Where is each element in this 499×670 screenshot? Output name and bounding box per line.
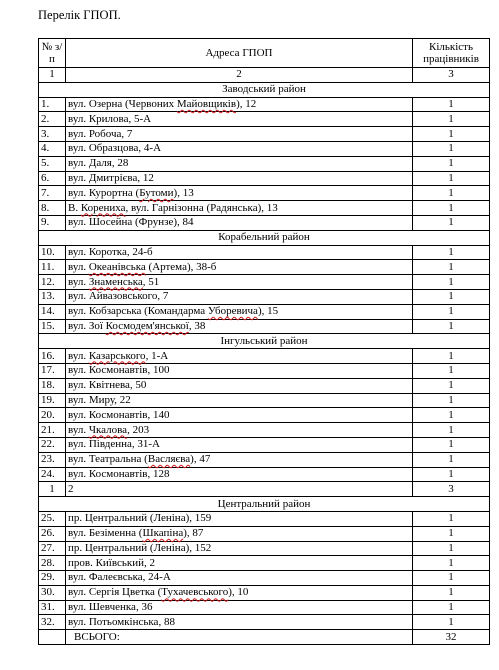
- row-number: 5.: [39, 156, 66, 171]
- row-count: 1: [413, 141, 490, 156]
- row-address: [66, 289, 413, 304]
- table-header-row: [39, 39, 490, 68]
- address-fragment-misspelled: Тухачевського: [161, 586, 229, 599]
- row-count: 1: [413, 541, 490, 556]
- row-number: 24.: [39, 467, 66, 482]
- row-count: 1: [413, 467, 490, 482]
- address-fragment: вул. Зої: [68, 319, 106, 332]
- row-number: 21.: [39, 423, 66, 438]
- row-number: 18.: [39, 378, 66, 393]
- table-row: [39, 452, 490, 467]
- table-row: [39, 215, 490, 230]
- address-fragment: вул. Квітнева, 50: [68, 379, 147, 392]
- address-fragment-misspelled: Майовщиків: [176, 97, 237, 110]
- address-fragment: пр. Центральний (Леніна), 159: [68, 512, 212, 525]
- address-fragment: ), 87: [183, 527, 204, 540]
- row-address: [66, 156, 413, 171]
- address-fragment: , 1-А: [145, 349, 169, 362]
- row-count: 1: [413, 423, 490, 438]
- row-address: [66, 571, 413, 586]
- address-fragment-misspelled: Васляєва: [147, 453, 191, 466]
- header-number: № з/п: [39, 39, 66, 68]
- table-row: [39, 156, 490, 171]
- address-fragment: вул. Дмитрієва, 12: [68, 171, 154, 184]
- district-name: Заводський район: [39, 82, 490, 97]
- row-number: 29.: [39, 571, 66, 586]
- row-address: [66, 112, 413, 127]
- table-row: [39, 423, 490, 438]
- address-fragment: вул. Крилова, 5-А: [68, 112, 152, 125]
- table-row: [39, 245, 490, 260]
- row-address: [66, 275, 413, 290]
- row-number: 25.: [39, 511, 66, 526]
- gpop-table: [38, 38, 490, 645]
- table-row: [39, 127, 490, 142]
- row-count: 1: [413, 127, 490, 142]
- table-row: [39, 571, 490, 586]
- row-count: 1: [413, 97, 490, 112]
- table-row: [39, 408, 490, 423]
- address-fragment-misspelled: Бутоми: [139, 186, 174, 199]
- row-address: [66, 363, 413, 378]
- table-row: [39, 600, 490, 615]
- table-row: [39, 526, 490, 541]
- row-address: [66, 215, 413, 230]
- address-fragment: вул. Шевченка, 36: [68, 601, 153, 614]
- address-fragment: вул. Потьомкінська, 88: [68, 615, 175, 628]
- district-name: Інгульський район: [39, 334, 490, 349]
- table-row: [39, 141, 490, 156]
- row-count: 1: [413, 452, 490, 467]
- address-fragment: вул. Космонавтів, 100: [68, 364, 170, 377]
- row-count: 1: [413, 112, 490, 127]
- row-number: 12.: [39, 275, 66, 290]
- table-row: [39, 171, 490, 186]
- address-fragment: вул. Космонавтів, 128: [68, 467, 170, 480]
- row-address: [66, 615, 413, 630]
- address-fragment: вул. Миру, 22: [68, 393, 131, 406]
- row-number: 11.: [39, 260, 66, 275]
- row-number: 9.: [39, 215, 66, 230]
- row-count: 1: [413, 526, 490, 541]
- address-fragment: вул.: [68, 423, 89, 436]
- address-fragment: вул. Озерна (Червоних: [68, 97, 177, 110]
- row-number: 8.: [39, 201, 66, 216]
- address-fragment: ), 13: [173, 186, 194, 199]
- address-fragment: вул. Фалеєвська, 24-А: [68, 571, 171, 584]
- address-fragment-misspelled: Корениха: [80, 201, 126, 214]
- row-number: 22.: [39, 437, 66, 452]
- row-address: [66, 467, 413, 482]
- address-fragment: пр. Центральний (Леніна), 152: [68, 541, 212, 554]
- document-title: Перелік ГПОП.: [38, 8, 121, 22]
- column-index-1: 1: [39, 68, 66, 83]
- table-row: [39, 275, 490, 290]
- row-number: 2.: [39, 112, 66, 127]
- row-number: 16.: [39, 349, 66, 364]
- address-fragment: вул. Південна, 31-А: [68, 438, 160, 451]
- row-number: 30.: [39, 585, 66, 600]
- row-count: 1: [413, 260, 490, 275]
- address-fragment: , 38: [188, 319, 206, 332]
- table-row: [39, 511, 490, 526]
- address-fragment: ), 15: [257, 305, 279, 318]
- row-count: 1: [413, 363, 490, 378]
- row-address: [66, 511, 413, 526]
- table-row: [39, 289, 490, 304]
- row-address: [66, 141, 413, 156]
- address-fragment: ), 47: [190, 453, 211, 466]
- table-row: [39, 319, 490, 334]
- row-count: 1: [413, 186, 490, 201]
- address-fragment-misspelled: Чкалова: [88, 423, 128, 436]
- table-row: [39, 363, 490, 378]
- row-address: [66, 245, 413, 260]
- row-count: 1: [413, 600, 490, 615]
- row-address: [66, 423, 413, 438]
- mid-index-2: 2: [66, 482, 413, 497]
- column-index-row: [39, 68, 490, 83]
- district-name: Корабельний район: [39, 230, 490, 245]
- row-number: 3.: [39, 127, 66, 142]
- row-number: 20.: [39, 408, 66, 423]
- row-count: 1: [413, 156, 490, 171]
- row-number: 4.: [39, 141, 66, 156]
- address-fragment-misspelled: Знаменська: [88, 275, 143, 288]
- row-count: 1: [413, 275, 490, 290]
- district-header-row: [39, 334, 490, 349]
- mid-index-1: 1: [39, 482, 66, 497]
- row-address: [66, 452, 413, 467]
- row-address: [66, 319, 413, 334]
- table-row: [39, 304, 490, 319]
- address-fragment: вул. Образцова, 4-А: [68, 142, 162, 155]
- row-number: 31.: [39, 600, 66, 615]
- row-address: [66, 260, 413, 275]
- row-address: [66, 201, 413, 216]
- row-address: [66, 437, 413, 452]
- row-number: 7.: [39, 186, 66, 201]
- row-address: [66, 186, 413, 201]
- table-row: [39, 615, 490, 630]
- address-fragment: ), 12: [236, 97, 257, 110]
- row-count: 1: [413, 215, 490, 230]
- row-address: [66, 349, 413, 364]
- row-count: 1: [413, 615, 490, 630]
- row-number: 32.: [39, 615, 66, 630]
- row-count: 1: [413, 245, 490, 260]
- address-fragment: вул. Курортна (: [68, 186, 140, 199]
- address-fragment: вул. Робоча, 7: [68, 127, 133, 140]
- row-count: 1: [413, 319, 490, 334]
- header-count: Кількість працівників: [413, 39, 490, 68]
- table-row: [39, 556, 490, 571]
- row-count: 1: [413, 349, 490, 364]
- row-count: 1: [413, 408, 490, 423]
- address-fragment: вул. Шосейна (Фрунзе), 84: [68, 216, 194, 229]
- table-row: [39, 349, 490, 364]
- row-count: 1: [413, 201, 490, 216]
- row-count: 1: [413, 393, 490, 408]
- mid-index-row: [39, 482, 490, 497]
- table-row: [39, 186, 490, 201]
- address-fragment: (Артема), 38-б: [145, 260, 217, 273]
- table-row: [39, 541, 490, 556]
- address-fragment-misspelled: Казарського: [88, 349, 146, 362]
- row-number: 17.: [39, 363, 66, 378]
- total-label: ВСЬОГО:: [66, 630, 413, 645]
- address-fragment: вул. Кобзарська (Командарма: [68, 305, 208, 318]
- table-row: [39, 201, 490, 216]
- row-number: 10.: [39, 245, 66, 260]
- row-address: [66, 585, 413, 600]
- address-fragment: , вул. Гарнізонна (Радянська), 13: [125, 201, 278, 214]
- row-number: 14.: [39, 304, 66, 319]
- total-value: 32: [413, 630, 490, 645]
- mid-index-3: 3: [413, 482, 490, 497]
- row-number: 13.: [39, 289, 66, 304]
- address-fragment: вул. Даля, 28: [68, 157, 129, 170]
- table-row: [39, 97, 490, 112]
- row-count: 1: [413, 571, 490, 586]
- address-fragment: вул. Космонавтів, 140: [68, 408, 170, 421]
- row-address: [66, 541, 413, 556]
- district-header-row: [39, 82, 490, 97]
- row-address: [66, 171, 413, 186]
- address-fragment: , 203: [127, 423, 150, 436]
- row-number: 19.: [39, 393, 66, 408]
- row-number: 15.: [39, 319, 66, 334]
- row-number: 23.: [39, 452, 66, 467]
- address-fragment-misspelled: Космодем'янської: [105, 319, 189, 332]
- total-row: [39, 630, 490, 645]
- address-fragment: ), 10: [228, 586, 249, 599]
- address-fragment: В.: [68, 201, 81, 214]
- row-address: [66, 97, 413, 112]
- row-address: [66, 393, 413, 408]
- district-name: Центральний район: [39, 497, 490, 512]
- address-fragment: вул.: [68, 275, 89, 288]
- address-fragment: вул. Коротка, 24-б: [68, 245, 153, 258]
- table-row: [39, 467, 490, 482]
- header-address: Адреса ГПОП: [66, 39, 413, 68]
- row-count: 1: [413, 511, 490, 526]
- row-count: 1: [413, 585, 490, 600]
- address-fragment: вул. Сергія Цветка (: [68, 586, 162, 599]
- row-number: 27.: [39, 541, 66, 556]
- address-fragment: вул.: [68, 349, 89, 362]
- address-fragment-misspelled: Шкапіна: [142, 527, 184, 540]
- address-fragment: , 51: [142, 275, 160, 288]
- row-count: 1: [413, 556, 490, 571]
- address-fragment: пров. Київський, 2: [68, 556, 156, 569]
- row-address: [66, 600, 413, 615]
- row-number: 1.: [39, 97, 66, 112]
- row-address: [66, 526, 413, 541]
- address-fragment-misspelled: Уборевича: [207, 305, 258, 318]
- row-count: 1: [413, 304, 490, 319]
- table-row: [39, 112, 490, 127]
- column-index-2: 2: [66, 68, 413, 83]
- table-row: [39, 393, 490, 408]
- row-count: 1: [413, 289, 490, 304]
- column-index-3: 3: [413, 68, 490, 83]
- address-fragment: вул.: [68, 260, 89, 273]
- row-address: [66, 304, 413, 319]
- row-count: 1: [413, 437, 490, 452]
- table-row: [39, 585, 490, 600]
- district-header-row: [39, 497, 490, 512]
- table-row: [39, 260, 490, 275]
- row-number: 28.: [39, 556, 66, 571]
- address-fragment: вул. Безіменна (: [68, 527, 143, 540]
- table-row: [39, 378, 490, 393]
- address-fragment-misspelled: Океанівська: [88, 260, 146, 273]
- address-fragment: вул. Театральна (: [68, 453, 148, 466]
- district-header-row: [39, 230, 490, 245]
- row-address: [66, 378, 413, 393]
- row-address: [66, 127, 413, 142]
- row-number: 6.: [39, 171, 66, 186]
- row-number: 26.: [39, 526, 66, 541]
- row-address: [66, 556, 413, 571]
- row-address: [66, 408, 413, 423]
- row-count: 1: [413, 378, 490, 393]
- table-row: [39, 437, 490, 452]
- address-fragment: вул. Айвазовського, 7: [68, 290, 169, 303]
- row-count: 1: [413, 171, 490, 186]
- total-empty-cell: [39, 630, 66, 645]
